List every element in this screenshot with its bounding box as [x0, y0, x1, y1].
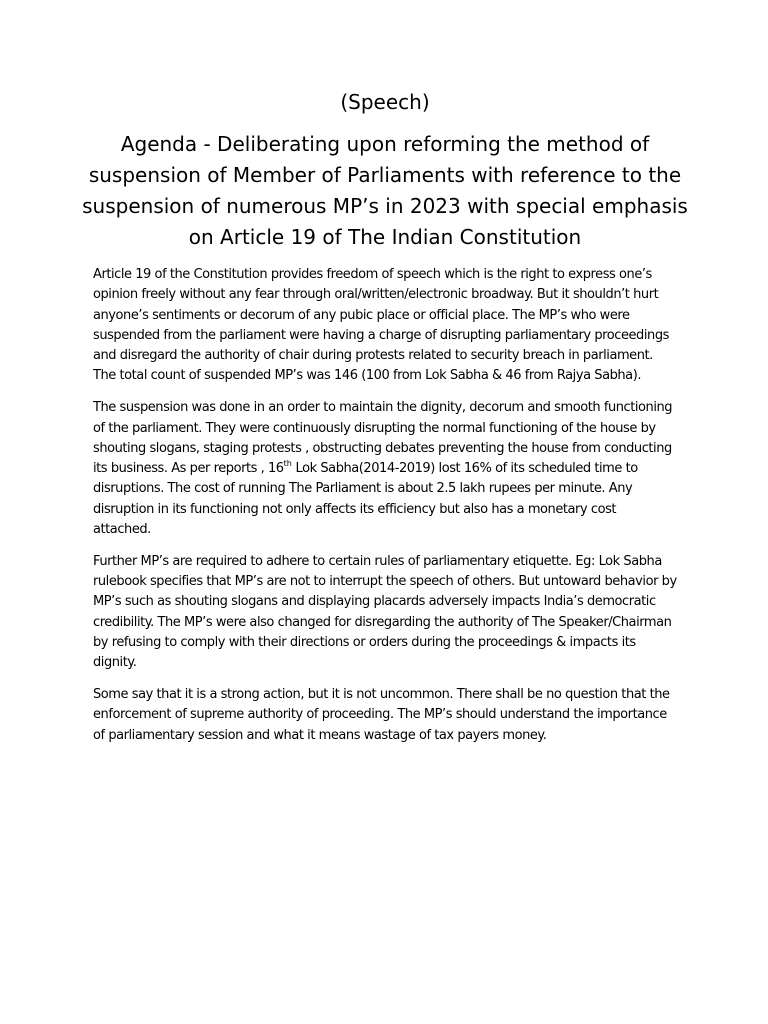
agenda-heading: Agenda - Deliberating upon reforming the method of suspension of Member of Parliaments with reference to the suspension of numerous MP’s in 2023 with special emphasis on Article 19 of The Indian Constitution — [82, 132, 688, 249]
document-label: (Speech) — [340, 90, 430, 114]
document-page — [82, 88, 688, 758]
paragraph-conclusion: Some say that it is a strong action, but it is not uncommon. There shall be no question that the enforcement of supreme authority of proceeding. The MP’s should understand the importance of parliamentary session and what it means wastage of tax payers money. — [93, 687, 670, 743]
paragraph-article-19: Article 19 of the Constitution provides freedom of speech which is the right to express one’s opinion freely without any fear through oral/written/electronic broadway. But it shouldn’t hurt anyone’s sentiments or decorum of any pubic place or official place. The MP’s who were suspended from the parliament were having a charge of disrupting parliamentary proceedings and disregard the authority of chair during protests related to security breach in parliament. The total count of suspended MP’s was 146 (100 from Lok Sabha & 46 from Rajya Sabha). — [93, 267, 669, 384]
ordinal-superscript: th — [283, 459, 292, 469]
paragraph-suspension-text-start: The suspension was done in an order to maintain the dignity, decorum and smooth functioning of the parliament. They were continuously disrupting the normal functioning of the house by shouting slogans, staging protests , obstructing debates preventing the house from conducting its business. As per reports , 16 — [93, 400, 673, 477]
paragraph-etiquette: Further MP’s are required to adhere to certain rules of parliamentary etiquette. Eg: Lok Sabha rulebook specifies that MP’s are not to interrupt the speech of others. But untoward behavior by MP’s such as shouting slogans and displaying placards adversely impacts India’s democratic credibility. The MP’s were also changed for disregarding the authority of The Speaker/Chairman by refusing to comply with their directions or orders during the proceedings & impacts its dignity. — [93, 553, 677, 671]
paragraph-suspension-reasons — [93, 398, 677, 540]
paragraph-suspension-text-end: Lok Sabha(2014-2019) lost 16% of its scheduled time to disruptions. The cost of running The Parliament is about 2.5 lakh rupees per minute. Any disruption in its functioning not only affects its efficiency but also has a monetary cost attached. — [93, 461, 638, 538]
